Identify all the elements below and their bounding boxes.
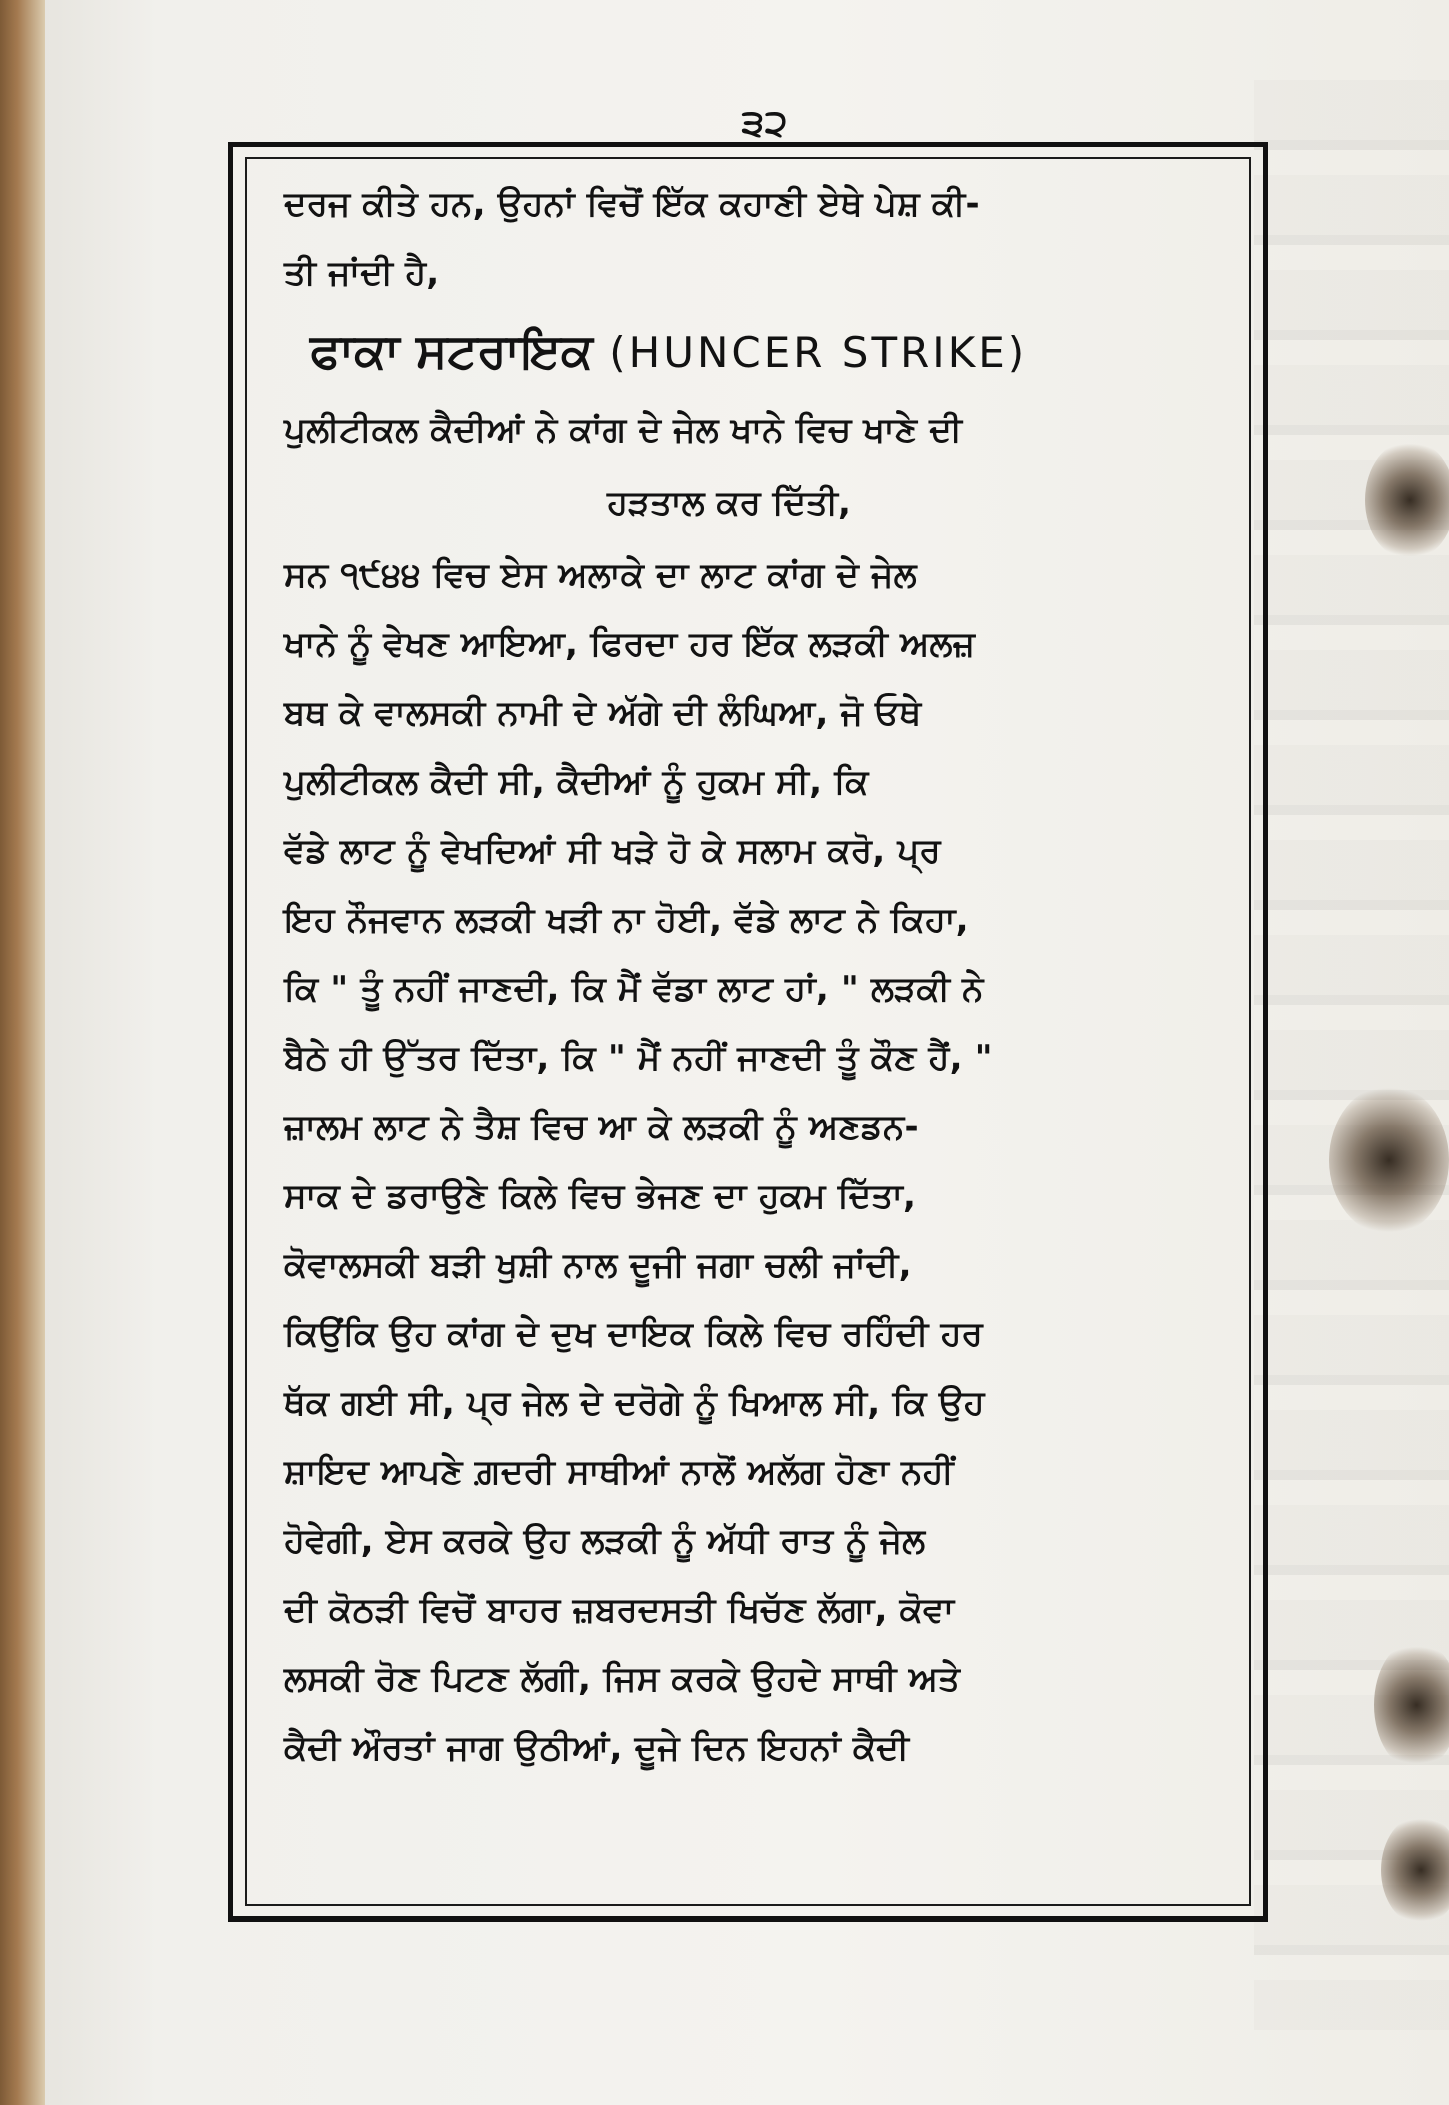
- burn-mark: [1374, 1640, 1449, 1770]
- lead-line-2: ਹੜਤਾਲ ਕਰ ਦਿੱਤੀ,: [607, 483, 851, 523]
- body-line-12: ਕਿਉਂਕਿ ਉਹ ਕਾਂਗ ਦੇ ਦੁਖ ਦਾਇਕ ਕਿਲੇ ਵਿਚ ਰਹਿੰਦੀ ਹਰ: [284, 1314, 983, 1354]
- page-number: ੩੨: [741, 103, 789, 144]
- body-line-17: ਲਸਕੀ ਰੋਣ ਪਿਟਣ ਲੱਗੀ, ਜਿਸ ਕਰਕੇ ਉਹਦੇ ਸਾਥੀ ਅਤੇ: [284, 1659, 961, 1699]
- body-line-1: ਸਨ ੧੯੪੪ ਵਿਚ ਏਸ ਅਲਾਕੇ ਦਾ ਲਾਟ ਕਾਂਗ ਦੇ ਜੇਲ: [284, 555, 917, 595]
- body-line-4: ਪੁਲੀਟੀਕਲ ਕੈਦੀ ਸੀ, ਕੈਦੀਆਂ ਨੂੰ ਹੁਕਮ ਸੀ, ਕਿ: [284, 762, 869, 802]
- body-line-7: ਕਿ " ਤੂੰ ਨਹੀਂ ਜਾਣਦੀ, ਕਿ ਮੈਂ ਵੱਡਾ ਲਾਟ ਹਾਂ, " ਲੜਕੀ ਨੇ: [284, 969, 984, 1009]
- page-text-block: [284, 166, 1244, 1783]
- body-line-3: ਬਥ ਕੇ ਵਾਲਸਕੀ ਨਾਮੀ ਦੇ ਅੱਗੇ ਦੀ ਲੰਘਿਆ, ਜੋ ਓਥੇ: [284, 693, 922, 733]
- burn-mark: [1365, 440, 1449, 560]
- intro-line-1: ਦਰਜ ਕੀਤੇ ਹਨ, ਉਹਨਾਂ ਵਿਚੋਂ ਇੱਕ ਕਹਾਣੀ ਏਥੇ ਪੇਸ਼ ਕੀ-: [284, 184, 980, 224]
- body-line-15: ਹੋਵੇਗੀ, ਏਸ ਕਰਕੇ ਉਹ ਲੜਕੀ ਨੂੰ ਅੱਧੀ ਰਾਤ ਨੂੰ ਜੇਲ: [284, 1521, 926, 1561]
- body-line-9: ਜ਼ਾਲਮ ਲਾਟ ਨੇ ਤੈਸ਼ ਵਿਚ ਆ ਕੇ ਲੜਕੀ ਨੂੰ ਅਣਡਨ-: [284, 1107, 919, 1147]
- body-line-6: ਇਹ ਨੌਜਵਾਨ ਲੜਕੀ ਖੜੀ ਨਾ ਹੋਈ, ਵੱਡੇ ਲਾਟ ਨੇ ਕਿਹਾ,: [284, 900, 969, 940]
- body-line-11: ਕੋਵਾਲਸਕੀ ਬੜੀ ਖੁਸ਼ੀ ਨਾਲ ਦੂਜੀ ਜਗਾ ਚਲੀ ਜਾਂਦੀ,: [284, 1245, 912, 1285]
- body-line-2: ਖਾਨੇ ਨੂੰ ਵੇਖਣ ਆਇਆ, ਫਿਰਦਾ ਹਰ ਇੱਕ ਲੜਕੀ ਅਲਜ਼: [284, 624, 976, 664]
- burn-mark: [1329, 1085, 1449, 1235]
- body-line-5: ਵੱਡੇ ਲਾਟ ਨੂੰ ਵੇਖਦਿਆਂ ਸੀ ਖੜੇ ਹੋ ਕੇ ਸਲਾਮ ਕਰੋ, ਪ੍ਰ: [284, 831, 941, 871]
- body-line-8: ਬੈਠੇ ਹੀ ਉੱਤਰ ਦਿੱਤਾ, ਕਿ " ਮੈਂ ਨਹੀਂ ਜਾਣਦੀ ਤੂੰ ਕੌਣ ਹੈਂ, ": [284, 1038, 993, 1078]
- lead-line: ਪੁਲੀਟੀਕਲ ਕੈਦੀਆਂ ਨੇ ਕਾਂਗ ਦੇ ਜੇਲ ਖਾਨੇ ਵਿਚ ਖਾਣੇ ਦੀ: [284, 410, 963, 450]
- heading-english: (HUNCER STRIKE): [609, 328, 1028, 377]
- body-line-13: ਥੱਕ ਗਈ ਸੀ, ਪ੍ਰ ਜੇਲ ਦੇ ਦਰੋਗੇ ਨੂੰ ਖਿਆਲ ਸੀ, ਕਿ ਉਹ: [284, 1383, 985, 1423]
- heading-punjabi: ਫਾਕਾ ਸਟਰਾਇਕ: [310, 324, 593, 379]
- intro-line-2: ਤੀ ਜਾਂਦੀ ਹੈ,: [284, 253, 440, 293]
- body-line-18: ਕੈਦੀ ਔਰਤਾਂ ਜਾਗ ਉਠੀਆਂ, ਦੂਜੇ ਦਿਨ ਇਹਨਾਂ ਕੈਦੀ: [284, 1728, 910, 1768]
- body-line-16: ਦੀ ਕੋਠੜੀ ਵਿਚੋਂ ਬਾਹਰ ਜ਼ਬਰਦਸਤੀ ਖਿਚੱਣ ਲੱਗਾ, ਕੋਵਾ: [284, 1590, 955, 1630]
- section-heading: [284, 308, 1244, 396]
- body-line-10: ਸਾਕ ਦੇ ਡਰਾਉਣੇ ਕਿਲੇ ਵਿਚ ਭੇਜਣ ਦਾ ਹੁਕਮ ਦਿੱਤਾ,: [284, 1176, 917, 1216]
- body-line-14: ਸ਼ਾਇਦ ਆਪਣੇ ਗ਼ਦਰੀ ਸਾਥੀਆਂ ਨਾਲੋਂ ਅਲੱਗ ਹੋਣਾ ਨਹੀਂ: [284, 1452, 954, 1492]
